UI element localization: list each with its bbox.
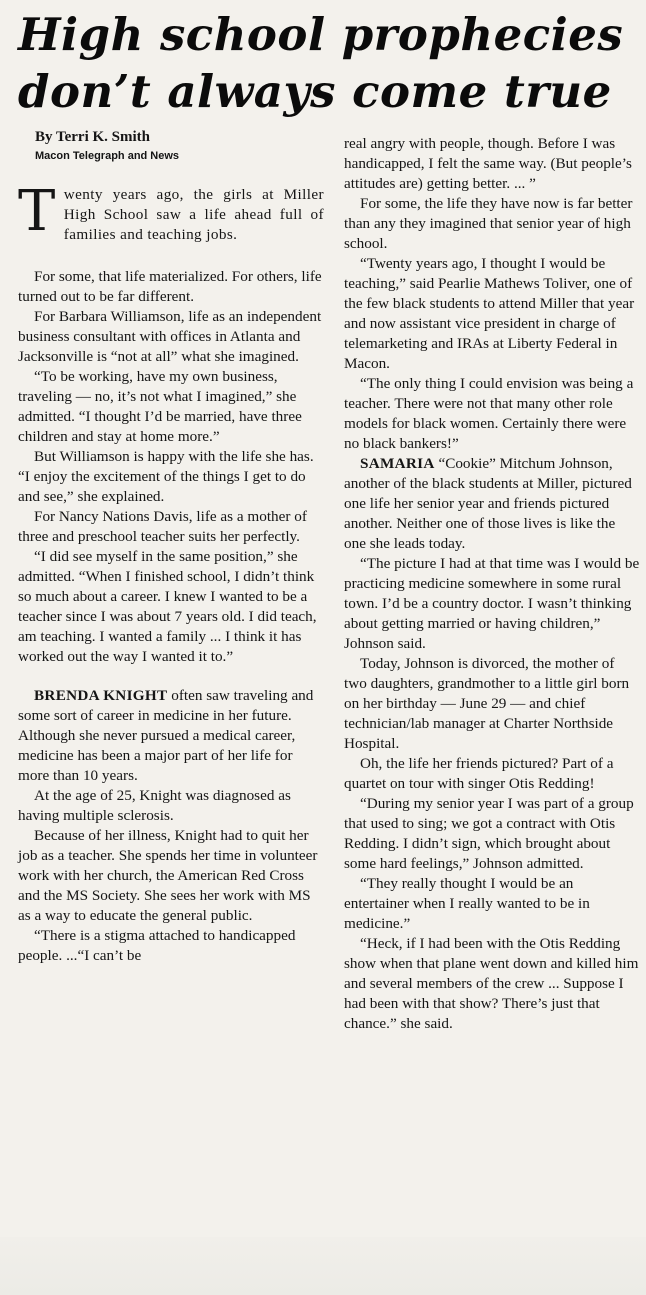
subsection-name: SAMARIA — [360, 455, 435, 472]
paragraph: Today, Johnson is divorced, the mother of two daughters, grandmother to a little girl born on her birthday — June 29 — and chief technician/lab manager at Charter Northside Hospital. — [344, 655, 630, 752]
paragraph: But Williamson is happy with the life she has. “I enjoy the excitement of the things I get to do and see,” she explained. — [18, 448, 314, 505]
paragraph: Oh, the life her friends pictured? Part of a quartet on tour with singer Otis Redding! — [344, 755, 614, 792]
publication-credit: Macon Telegraph and News — [35, 150, 180, 162]
paragraph: For some, that life materialized. For others, life turned out to be far different. — [18, 268, 322, 305]
drop-cap: T — [18, 179, 56, 244]
paragraph: For Barbara Williamson, life as an independent business consultant with offices in Atlanta and Jacksonville is “not at all” what she imagined. — [18, 308, 322, 365]
paragraph: “During my senior year I was part of a group that used to sing; we got a contract with Otis Redding. I didn’t sign, which brought about some hard feelings,” Johnson admitted. — [344, 795, 634, 872]
paragraph: “Twenty years ago, I thought I would be teaching,” said Pearlie Mathews Toliver, one of the few black students to attend Miller that year and now assistant vice president in charge of telemarketing and IRAs at Liberty Federal in Macon. — [344, 255, 635, 372]
page-margin-bottom — [0, 1237, 646, 1295]
paragraph: “There is a stigma attached to handicapped people. ...“I can’t be — [18, 927, 296, 964]
subsection-text: often saw traveling and some sort of career in medicine in her future. Although she never pursued a medical career, medicine has been a major part of her life for more than 10 years. — [18, 687, 314, 784]
paragraph: “To be working, have my own business, traveling — no, it’s not what I imagined,” she admitted. “I thought I’d be married, have three children and stay at home more.” — [18, 368, 302, 445]
lead-paragraph — [18, 179, 324, 245]
paragraph: For Nancy Nations Davis, life as a mother of three and preschool teacher suits her perfectly. — [18, 508, 307, 545]
subsection-name: BRENDA KNIGHT — [34, 687, 168, 704]
paragraph-continued: real angry with people, though. Before I was handicapped, I felt the same way. (But people’s attitudes are) getting better. ... ” — [344, 135, 632, 192]
headline-line-2: don’t always come true — [18, 65, 612, 118]
subsection-lead — [18, 686, 324, 786]
headline-line-1: High school prophecies — [18, 8, 624, 61]
paragraph: “The picture I had at that time was I would be practicing medicine somewhere in some rural town. I’d be a country doctor. I wasn’t thinking about getting married or having children,” Johnson said. — [344, 555, 640, 652]
spacer — [18, 245, 324, 267]
byline: By Terri K. Smith — [35, 129, 151, 145]
paragraph: “Heck, if I had been with the Otis Redding show when that plane went down and killed him and several members of the crew ... Suppose I had been with that show? There’s just that chance.” she said. — [344, 935, 639, 1032]
paragraph: At the age of 25, Knight was diagnosed as having multiple sclerosis. — [18, 787, 291, 824]
lead-text: wenty years ago, the girls at Miller High School saw a life ahead full of families and teaching jobs. — [63, 186, 324, 243]
column-2 — [344, 134, 640, 1034]
paragraph: “They really thought I would be an entertainer when I really wanted to be in medicine.” — [344, 875, 590, 932]
paragraph: For some, the life they have now is far better than any they imagined that senior year of high school. — [344, 195, 633, 252]
paragraph: “I did see myself in the same position,” she admitted. “When I finished school, I didn’t think so much about a career. I knew I wanted to be a teacher since I was about 7 years old. I did teach, am teaching. I wanted a family ... I think it has worked out the way I wanted it to.” — [18, 548, 317, 665]
spacer — [18, 667, 324, 686]
subsection-text: “Cookie” Mitchum Johnson, another of the black students at Miller, pictured one life her senior year and friends pictured another. Neither one of those lives is like the one she leads today. — [344, 455, 632, 552]
headline — [18, 6, 638, 120]
subsection-lead — [344, 454, 640, 554]
column-1 — [18, 128, 324, 966]
paragraph: Because of her illness, Knight had to quit her job as a teacher. She spends her time in volunteer work with her church, the American Red Cross and the MS Society. She sees her work with MS as a way to educate the general public. — [18, 827, 318, 924]
paragraph: “The only thing I could envision was being a teacher. There were not that many other role models for black women. Certainly there were no black bankers!” — [344, 375, 634, 452]
